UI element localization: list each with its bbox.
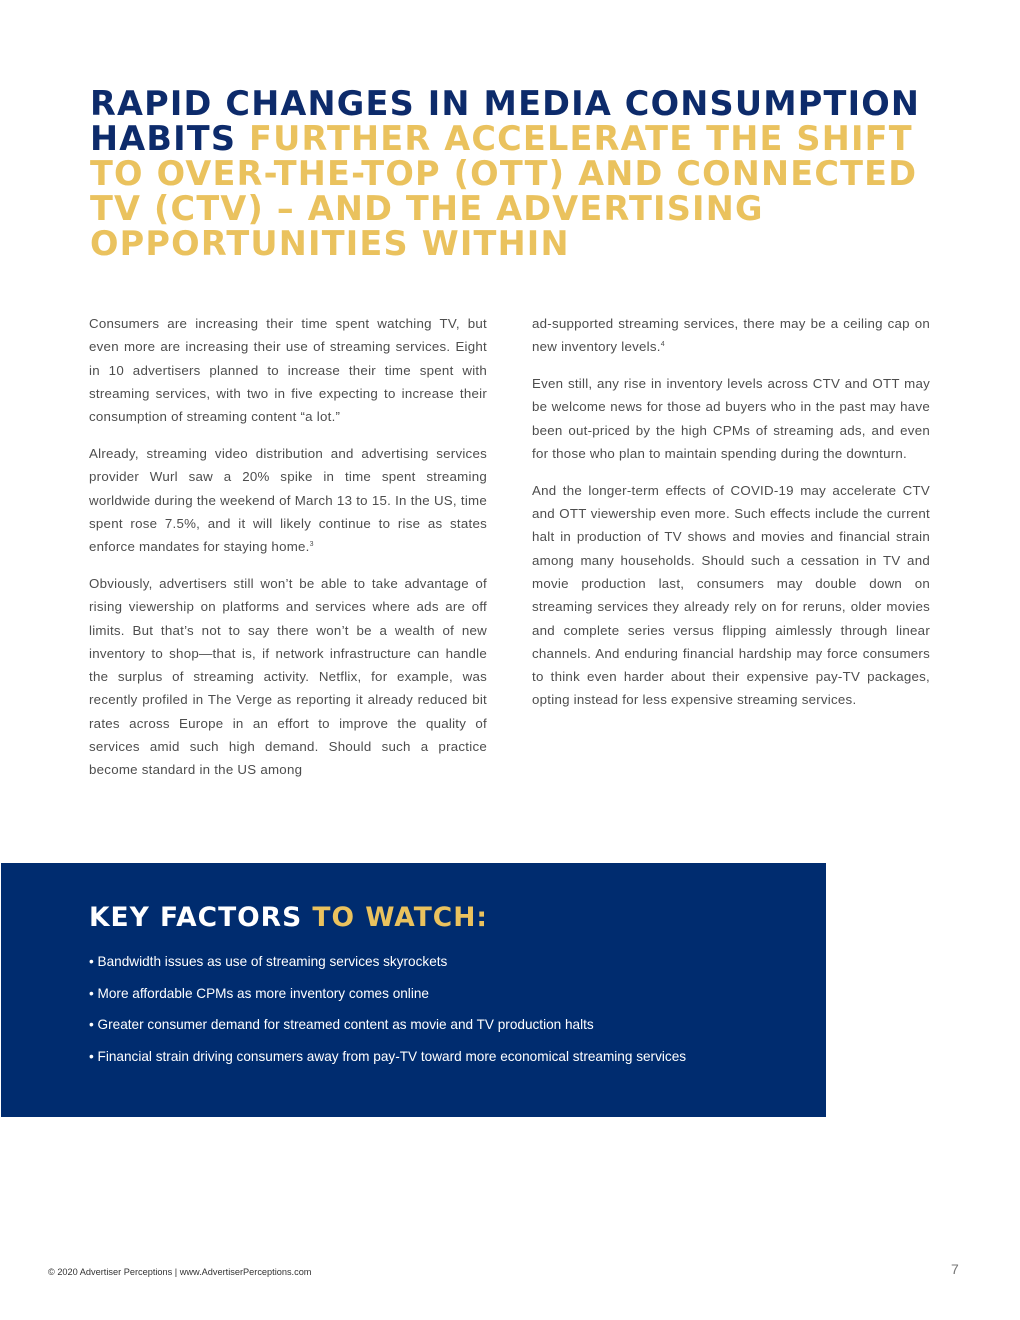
paragraph: And the longer-term effects of COVID-19 may accelerate CTV and OTT viewership even more. Such effects include the current halt in production of TV shows and movies and financial strain among many households. Should such a cessation in TV and movie production last, consumers may double down on streaming services they already rely on for reruns, older movies and complete series versus flipping aimlessly through linear channels. And enduring financial hardship may force consumers to think even harder about their expensive pay-TV packages, opting instead for less expensive streaming services. [532,482,930,708]
key-factors-panel [1,863,826,1117]
key-factors-list [89,953,809,1079]
list-item: • Greater consumer demand for streamed content as movie and TV production halts [89,1017,594,1033]
key-factors-title-gold: TO WATCH: [312,902,489,933]
body-column-left [89,312,487,795]
key-factors-title [89,901,488,935]
paragraph [89,442,487,558]
list-item: • More affordable CPMs as more inventory comes online [89,985,429,1001]
paragraph: Even still, any rise in inventory levels across CTV and OTT may be welcome news for those ad buyers who in the past may have been out-priced by the high CPMs of streaming ads, and even for those who plan to maintain spending during the downturn. [532,376,930,461]
paragraph: Obviously, advertisers still won’t be able to take advantage of rising viewership on platforms and services where ads are off limits. But that’s not to say there won’t be a wealth of new inventory to shop—that is, if network infrastructure can handle the surplus of streaming activity. Netflix, for example, was recently profiled in The Verge as reporting it already reduced bit rates across Europe in an effort to improve the quality of services amid such high demand. Should such a practice become standard in the US among [89,575,487,778]
page-title [90,86,950,261]
footnote-reference: 3 [309,541,314,549]
body-column-right [532,312,930,725]
footnote-reference: 4 [660,341,665,349]
paragraph-text: ad-supported streaming services, there may be a ceiling cap on new inventory levels. [532,316,930,355]
page-number: 7 [951,1261,959,1277]
paragraph-text: Already, streaming video distribution and advertising services provider Wurl saw a 20% spike in time spent streaming worldwide during the weekend of March 13 to 15. In the US, time spent rose 7.5%, and it will likely continue to rise as states enforce mandates for staying home. [89,445,487,555]
list-item: • Bandwidth issues as use of streaming services skyrockets [89,954,448,969]
paragraph: Consumers are increasing their time spent watching TV, but even more are increasing their use of streaming services. Eight in 10 advertisers planned to increase their time spent with streaming services, with two in five expecting to increase their consumption of streaming content “a lot.” [89,316,487,425]
footer-copyright: © 2020 Advertiser Perceptions | www.AdvertiserPerceptions.com [48,1267,312,1277]
key-factors-title-white: KEY FACTORS [89,902,303,933]
title-part-gold: FURTHER ACCELERATE THE SHIFT TO OVER-THE-TOP (OTT) AND CONNECTED TV (CTV) – AND THE ADVERTISING OPPORTUNITIES WITHIN [90,119,918,263]
list-item: • Financial strain driving consumers away from pay-TV toward more economical streaming services [89,1048,687,1064]
paragraph [532,312,930,359]
title-part-navy: RAPID CHANGES IN MEDIA CONSUMPTION HABITS [90,84,921,158]
